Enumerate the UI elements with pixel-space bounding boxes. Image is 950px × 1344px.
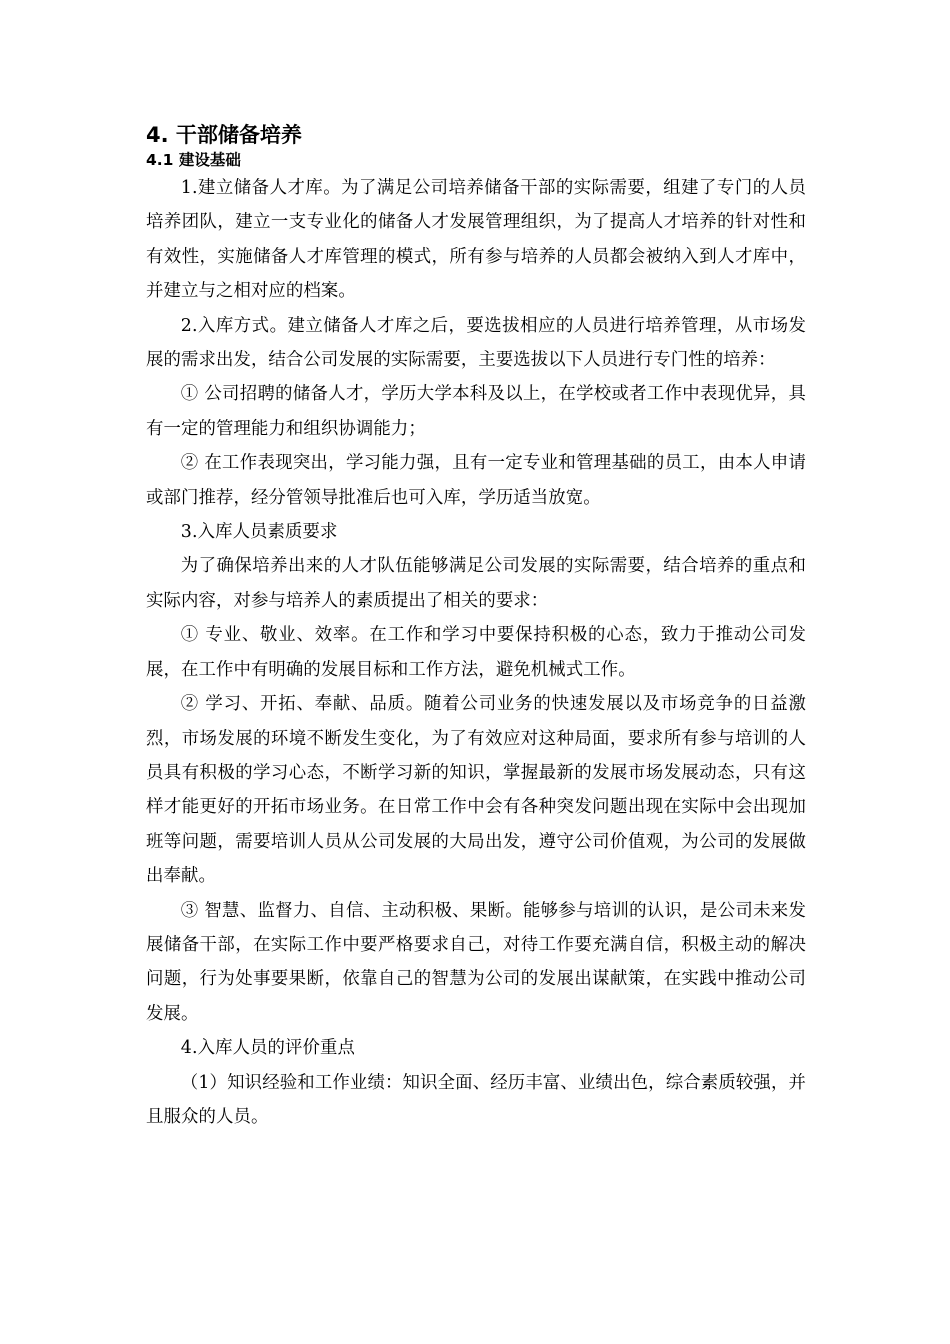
- paragraph-evaluation-heading: 4.入库人员的评价重点: [180, 1038, 356, 1059]
- subsection-heading: 4.1 建设基础: [146, 151, 241, 169]
- paragraph-talent-pool: 1.建立储备人才库。为了满足公司培养储备干部的实际需要，组建了专门的人员培养团队，建立一支专业化的储备人才发展管理组织，为了提高人才培养的针对性和有效性，实施储备人才库管理的模式，所有参与培养的人员都会被纳入到人才库中，并建立与之相对应的档案。: [146, 178, 806, 302]
- paragraph-quality-intro: 为了确保培养出来的人才队伍能够满足公司发展的实际需要，结合培养的重点和实际内容，对参与培养人的素质提出了相关的要求：: [146, 556, 806, 611]
- list-item-learning: ② 学习、开拓、奉献、品质。随着公司业务的快速发展以及市场竞争的日益激烈，市场发展的环境不断发生变化，为了有效应对这种局面，要求所有参与培训的人员具有积极的学习心态，不断学习新的知识，掌握最新的发展市场发展动态，只有这样才能更好的开拓市场业务。在日常工作中会有各种突发问题出现在实际中会出现加班等问题，需要培训人员从公司发展的大局出发，遵守公司价值观，为公司的发展做出奉献。: [146, 694, 806, 887]
- list-item-professional: ① 专业、敬业、效率。在工作和学习中要保持积极的心态，致力于推动公司发展，在工作中有明确的发展目标和工作方法，避免机械式工作。: [146, 625, 806, 680]
- list-item-outstanding-staff: ② 在工作表现突出，学习能力强，且有一定专业和管理基础的员工，由本人申请或部门推荐，经分管领导批准后也可入库，学历适当放宽。: [146, 453, 806, 508]
- body-text: [146, 171, 806, 1134]
- section-heading: 4. 干部储备培养: [146, 123, 302, 147]
- list-item-knowledge-experience: （1）知识经验和工作业绩：知识全面、经历丰富、业绩出色，综合素质较强，并且服众的人员。: [146, 1072, 806, 1127]
- paragraph-quality-heading: 3.入库人员素质要求: [180, 522, 338, 543]
- paragraph-entry-method: 2.入库方式。建立储备人才库之后，要选拔相应的人员进行培养管理，从市场发展的需求出发，结合公司发展的实际需要，主要选拔以下人员进行专门性的培养：: [146, 315, 806, 371]
- list-item-recruited-talent: ① 公司招聘的储备人才，学历大学本科及以上，在学校或者工作中表现优异，具有一定的管理能力和组织协调能力；: [146, 384, 806, 439]
- list-item-wisdom: ③ 智慧、监督力、自信、主动积极、果断。能够参与培训的认识，是公司未来发展储备干部，在实际工作中要严格要求自己，对待工作要充满自信，积极主动的解决问题，行为处事要果断，依靠自己的智慧为公司的发展出谋献策，在实践中推动公司发展。: [146, 900, 806, 1024]
